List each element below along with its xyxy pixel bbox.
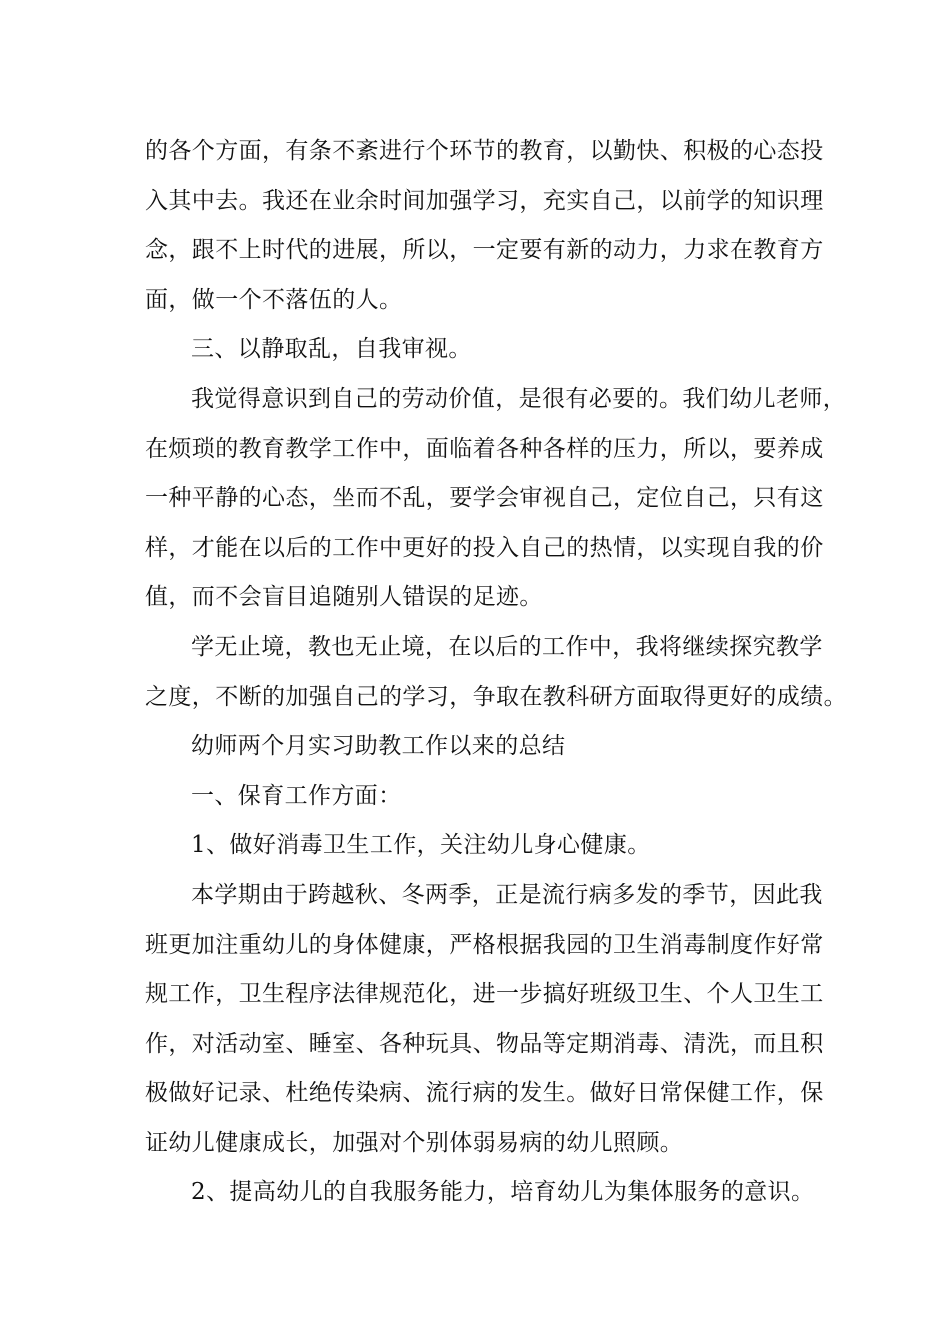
- text-line: 在烦琐的教育教学工作中，面临着各种各样的压力，所以，要养成: [145, 435, 824, 462]
- summary-title: [145, 722, 825, 772]
- paragraph-8: [145, 871, 825, 1169]
- text-line: 学无止境，教也无止境，在以后的工作中，我将继续探究教学: [191, 633, 823, 660]
- text-line: 本学期由于跨越秋、冬两季，正是流行病多发的季节，因此我: [191, 881, 823, 908]
- text-line: 入其中去。我还在业余时间加强学习，充实自己，以前学的知识理: [145, 187, 824, 214]
- text-line: 我觉得意识到自己的劳动价值，是很有必要的。我们幼儿老师，: [191, 385, 847, 412]
- text-line: 班更加注重幼儿的身体健康，严格根据我园的卫生消毒制度作好常: [145, 931, 824, 958]
- document-body: [145, 127, 847, 1218]
- paragraph-1: [145, 127, 825, 325]
- paragraph-3: [145, 375, 847, 623]
- text-line: 面，做一个不落伍的人。: [145, 286, 403, 313]
- section-heading-1: [145, 772, 825, 822]
- text-line: 样，才能在以后的工作中更好的投入自己的热情，以实现自我的价: [145, 534, 824, 561]
- text-line: 值，而不会盲目追随别人错误的足迹。: [145, 584, 543, 611]
- text-line: 规工作，卫生程序法律规范化，进一步搞好班级卫生、个人卫生工: [145, 981, 824, 1008]
- text-line: 的各个方面，有条不紊进行个环节的教育，以勤快、积极的心态投: [145, 138, 824, 164]
- text-line: 幼师两个月实习助教工作以来的总结: [191, 733, 566, 760]
- text-line: 证幼儿健康成长，加强对个别体弱易病的幼儿照顾。: [145, 1129, 684, 1156]
- text-line: 极做好记录、杜绝传染病、流行病的发生。做好日常保健工作，保: [145, 1080, 824, 1107]
- text-line: 1、做好消毒卫生工作，关注幼儿身心健康。: [191, 832, 651, 859]
- text-line: 一、保育工作方面：: [191, 782, 402, 809]
- text-line: 作，对活动室、睡室、各种玩具、物品等定期消毒、清洗，而且积: [145, 1030, 824, 1057]
- text-line: 一种平静的心态，坐而不乱，要学会审视自己，定位自己，只有这: [145, 485, 824, 512]
- subheading-1: [145, 821, 825, 871]
- text-line: 2、提高幼儿的自我服务能力，培育幼儿为集体服务的意识。: [191, 1179, 815, 1206]
- text-line: 三、以静取乱，自我审视。: [191, 336, 472, 363]
- paragraph-4: [145, 623, 847, 722]
- text-line: 之度，不断的加强自己的学习，争取在教科研方面取得更好的成绩。: [145, 683, 847, 710]
- section-heading-3: [145, 325, 825, 375]
- subheading-2: [145, 1168, 825, 1218]
- text-line: 念，跟不上时代的进展，所以，一定要有新的动力，力求在教育方: [145, 237, 824, 264]
